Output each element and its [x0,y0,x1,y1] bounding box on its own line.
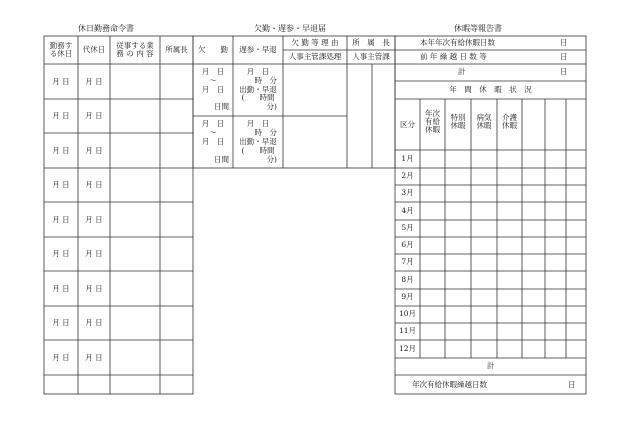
col-dept-head: 所属長 [165,45,188,54]
col-division: 区分 [400,120,415,129]
header-leave-report: 休暇等報告書 [454,24,502,33]
abs-from[interactable]: 月 日 [201,119,225,128]
month-row-label: 7月 [401,257,414,266]
late-label: 出勤・早退 [239,85,277,94]
late-hours-close: 分) [266,155,277,164]
date-cell[interactable]: 月 日 [85,318,103,327]
date-cell[interactable]: 月 日 [85,249,103,258]
date-cell[interactable]: 月 日 [85,77,103,86]
day-unit: 日 [560,67,568,76]
col-care-leave: 介護 休暇 [502,113,517,130]
col-late-early: 遅参・早退 [239,45,277,54]
late-label: 出勤・早退 [239,137,277,146]
header-holiday-work-order: 休日勤務命令書 [78,24,134,33]
date-cell[interactable]: 月 日 [52,146,70,155]
col-holiday-to-work: 勤務す る休日 [49,41,73,58]
date-cell[interactable]: 月 日 [52,318,70,327]
date-cell[interactable]: 月 日 [85,146,103,155]
col-dept-head-middle: 所 属 長 [352,38,390,47]
day-unit: 日 [568,380,576,389]
date-cell[interactable]: 月 日 [85,284,103,293]
col-sick-leave: 病気 休暇 [476,113,492,130]
date-cell[interactable]: 月 日 [85,180,103,189]
month-row-label: 11月 [398,326,417,335]
next-year-carryover-label: 年次有給休暇繰越日数 [412,380,487,389]
late-date[interactable]: 月 日 [246,119,270,128]
sum-label: 計 [487,361,495,370]
annual-leave-status-title: 年 間 休 暇 状 況 [449,85,532,94]
date-cell[interactable]: 月 日 [85,353,103,362]
abs-to[interactable]: 月 日 [201,85,225,94]
date-cell[interactable]: 月 日 [52,353,70,362]
annual-leave-days-label: 本年年次有給休暇日数 [420,38,495,47]
date-cell[interactable]: 月 日 [52,284,70,293]
late-hours-open: ( 時間 [241,93,275,102]
col-personnel-section: 人事主管課 [352,52,390,61]
date-cell[interactable]: 月 日 [52,249,70,258]
carryover-days-label: 前 年 繰 越 日 数 等 [420,52,487,61]
date-cell[interactable]: 月 日 [85,215,103,224]
header-absence-report: 欠勤・遅参・早退届 [254,24,326,33]
abs-days: 日間 [214,155,229,164]
abs-to[interactable]: 月 日 [201,137,225,146]
col-annual-paid-leave: 年次 有給 休暇 [425,109,440,134]
late-hours-open: ( 時間 [241,146,275,155]
abs-tilde: ～ [209,76,217,85]
date-cell[interactable]: 月 日 [52,215,70,224]
col-special-leave: 特別 休暇 [450,113,466,130]
date-cell[interactable]: 月 日 [52,111,70,120]
month-row-label: 9月 [401,292,414,301]
month-row-label: 3月 [401,188,414,197]
month-row-label: 10月 [398,309,417,318]
day-unit: 日 [560,38,568,47]
month-row-label: 5月 [401,223,414,232]
month-row-label: 2月 [401,171,414,180]
month-row-label: 1月 [401,154,414,163]
month-row-label: 12月 [398,344,417,353]
abs-from[interactable]: 月 日 [201,67,225,76]
col-absence: 欠 勤 [198,45,228,54]
late-date[interactable]: 月 日 [246,67,270,76]
col-compensatory-day: 代休日 [82,45,106,54]
col-reason: 欠 勤 等 理 由 [291,38,339,47]
late-hours-close: 分) [266,102,277,111]
month-row-label: 8月 [401,275,414,284]
late-time[interactable]: 時 分 [254,128,277,137]
date-cell[interactable]: 月 日 [52,77,70,86]
date-cell[interactable]: 月 日 [85,111,103,120]
month-row-label: 6月 [401,240,414,249]
date-cell[interactable]: 月 日 [52,180,70,189]
late-time[interactable]: 時 分 [254,76,277,85]
abs-tilde: ～ [209,128,217,137]
month-row-label: 4月 [401,206,414,215]
col-personnel-processing: 人事主管課処理 [288,52,342,61]
abs-days: 日間 [214,102,229,111]
total-label: 計 [458,67,466,76]
day-unit: 日 [560,52,568,61]
col-work-content: 従事する業 務 の 内 容 [116,41,154,58]
